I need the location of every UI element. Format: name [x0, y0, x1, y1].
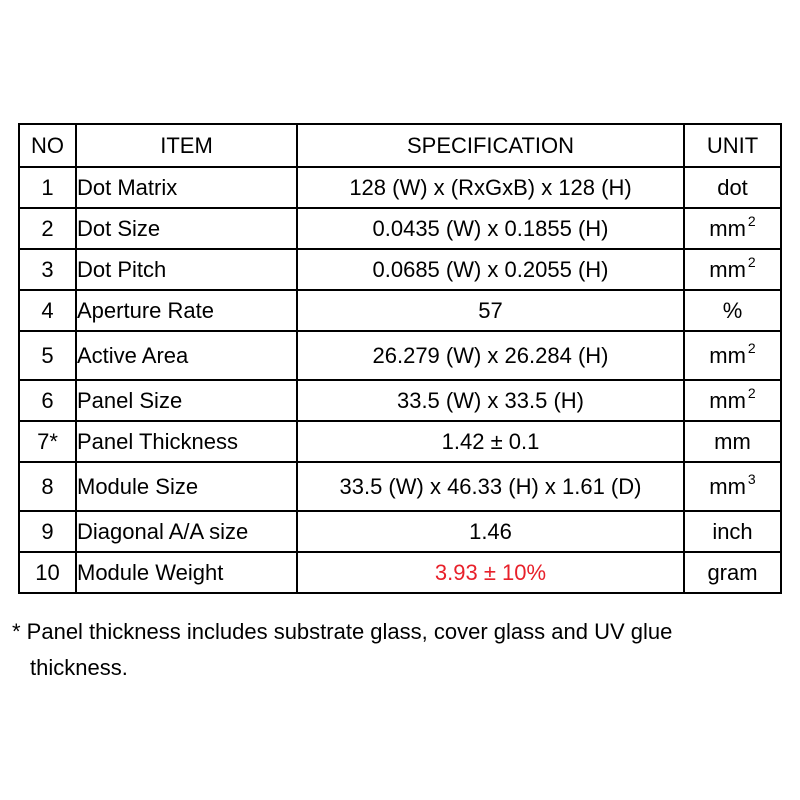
unit-text: mm	[709, 256, 746, 282]
row-unit	[684, 249, 781, 290]
row-item: Diagonal A/A size	[76, 511, 297, 552]
row-specification: 26.279 (W) x 26.284 (H)	[297, 331, 684, 380]
row-unit	[684, 552, 781, 593]
header-specification: SPECIFICATION	[297, 124, 684, 167]
table-row	[19, 290, 781, 331]
table-row	[19, 462, 781, 511]
unit-text: dot	[717, 174, 748, 200]
footnote-line-1: * Panel thickness includes substrate glass, cover glass and UV glue	[12, 619, 673, 644]
row-item: Dot Matrix	[76, 167, 297, 208]
unit-exponent: 2	[747, 384, 756, 401]
unit-text: mm	[709, 342, 746, 368]
row-item: Dot Pitch	[76, 249, 297, 290]
row-item: Module Size	[76, 462, 297, 511]
row-specification: 128 (W) x (RxGxB) x 128 (H)	[297, 167, 684, 208]
specification-table	[18, 123, 782, 594]
unit-text: mm	[709, 387, 746, 413]
row-item: Module Weight	[76, 552, 297, 593]
row-specification: 1.42 ± 0.1	[297, 421, 684, 462]
row-specification: 57	[297, 290, 684, 331]
header-item: ITEM	[76, 124, 297, 167]
unit-exponent: 2	[747, 339, 756, 356]
row-number: 4	[19, 290, 76, 331]
unit-exponent: 2	[747, 212, 756, 229]
header-no: NO	[19, 124, 76, 167]
footnote-line-2: thickness.	[30, 655, 128, 680]
unit-text: %	[722, 297, 743, 323]
row-number: 5	[19, 331, 76, 380]
unit-text: mm	[709, 473, 746, 499]
unit-text: gram	[707, 559, 758, 585]
row-item: Active Area	[76, 331, 297, 380]
table-row	[19, 208, 781, 249]
row-number: 6	[19, 380, 76, 421]
row-item: Panel Thickness	[76, 421, 297, 462]
row-unit	[684, 380, 781, 421]
row-unit	[684, 208, 781, 249]
table-row	[19, 421, 781, 462]
table-row	[19, 552, 781, 593]
unit-exponent: 3	[747, 470, 756, 487]
row-item: Panel Size	[76, 380, 297, 421]
table-header-row	[19, 124, 781, 167]
row-item: Dot Size	[76, 208, 297, 249]
row-unit	[684, 290, 781, 331]
row-unit	[684, 511, 781, 552]
row-specification: 1.46	[297, 511, 684, 552]
row-number: 9	[19, 511, 76, 552]
table-row	[19, 331, 781, 380]
row-unit	[684, 167, 781, 208]
row-unit	[684, 462, 781, 511]
row-number: 10	[19, 552, 76, 593]
row-specification: 0.0435 (W) x 0.1855 (H)	[297, 208, 684, 249]
row-unit	[684, 331, 781, 380]
row-unit	[684, 421, 781, 462]
table-row	[19, 249, 781, 290]
header-unit: UNIT	[684, 124, 781, 167]
row-number: 1	[19, 167, 76, 208]
row-specification: 33.5 (W) x 46.33 (H) x 1.61 (D)	[297, 462, 684, 511]
table-row	[19, 167, 781, 208]
row-number: 8	[19, 462, 76, 511]
table-row	[19, 511, 781, 552]
row-specification: 0.0685 (W) x 0.2055 (H)	[297, 249, 684, 290]
table-row	[19, 380, 781, 421]
row-item: Aperture Rate	[76, 290, 297, 331]
row-number: 7*	[19, 421, 76, 462]
row-number: 2	[19, 208, 76, 249]
row-specification-highlight: 3.93 ± 10%	[297, 552, 684, 593]
row-specification: 33.5 (W) x 33.5 (H)	[297, 380, 684, 421]
footnote	[12, 614, 787, 686]
row-number: 3	[19, 249, 76, 290]
unit-text: mm	[709, 215, 746, 241]
unit-exponent: 2	[747, 253, 756, 270]
unit-text: mm	[714, 428, 751, 454]
unit-text: inch	[712, 518, 753, 544]
